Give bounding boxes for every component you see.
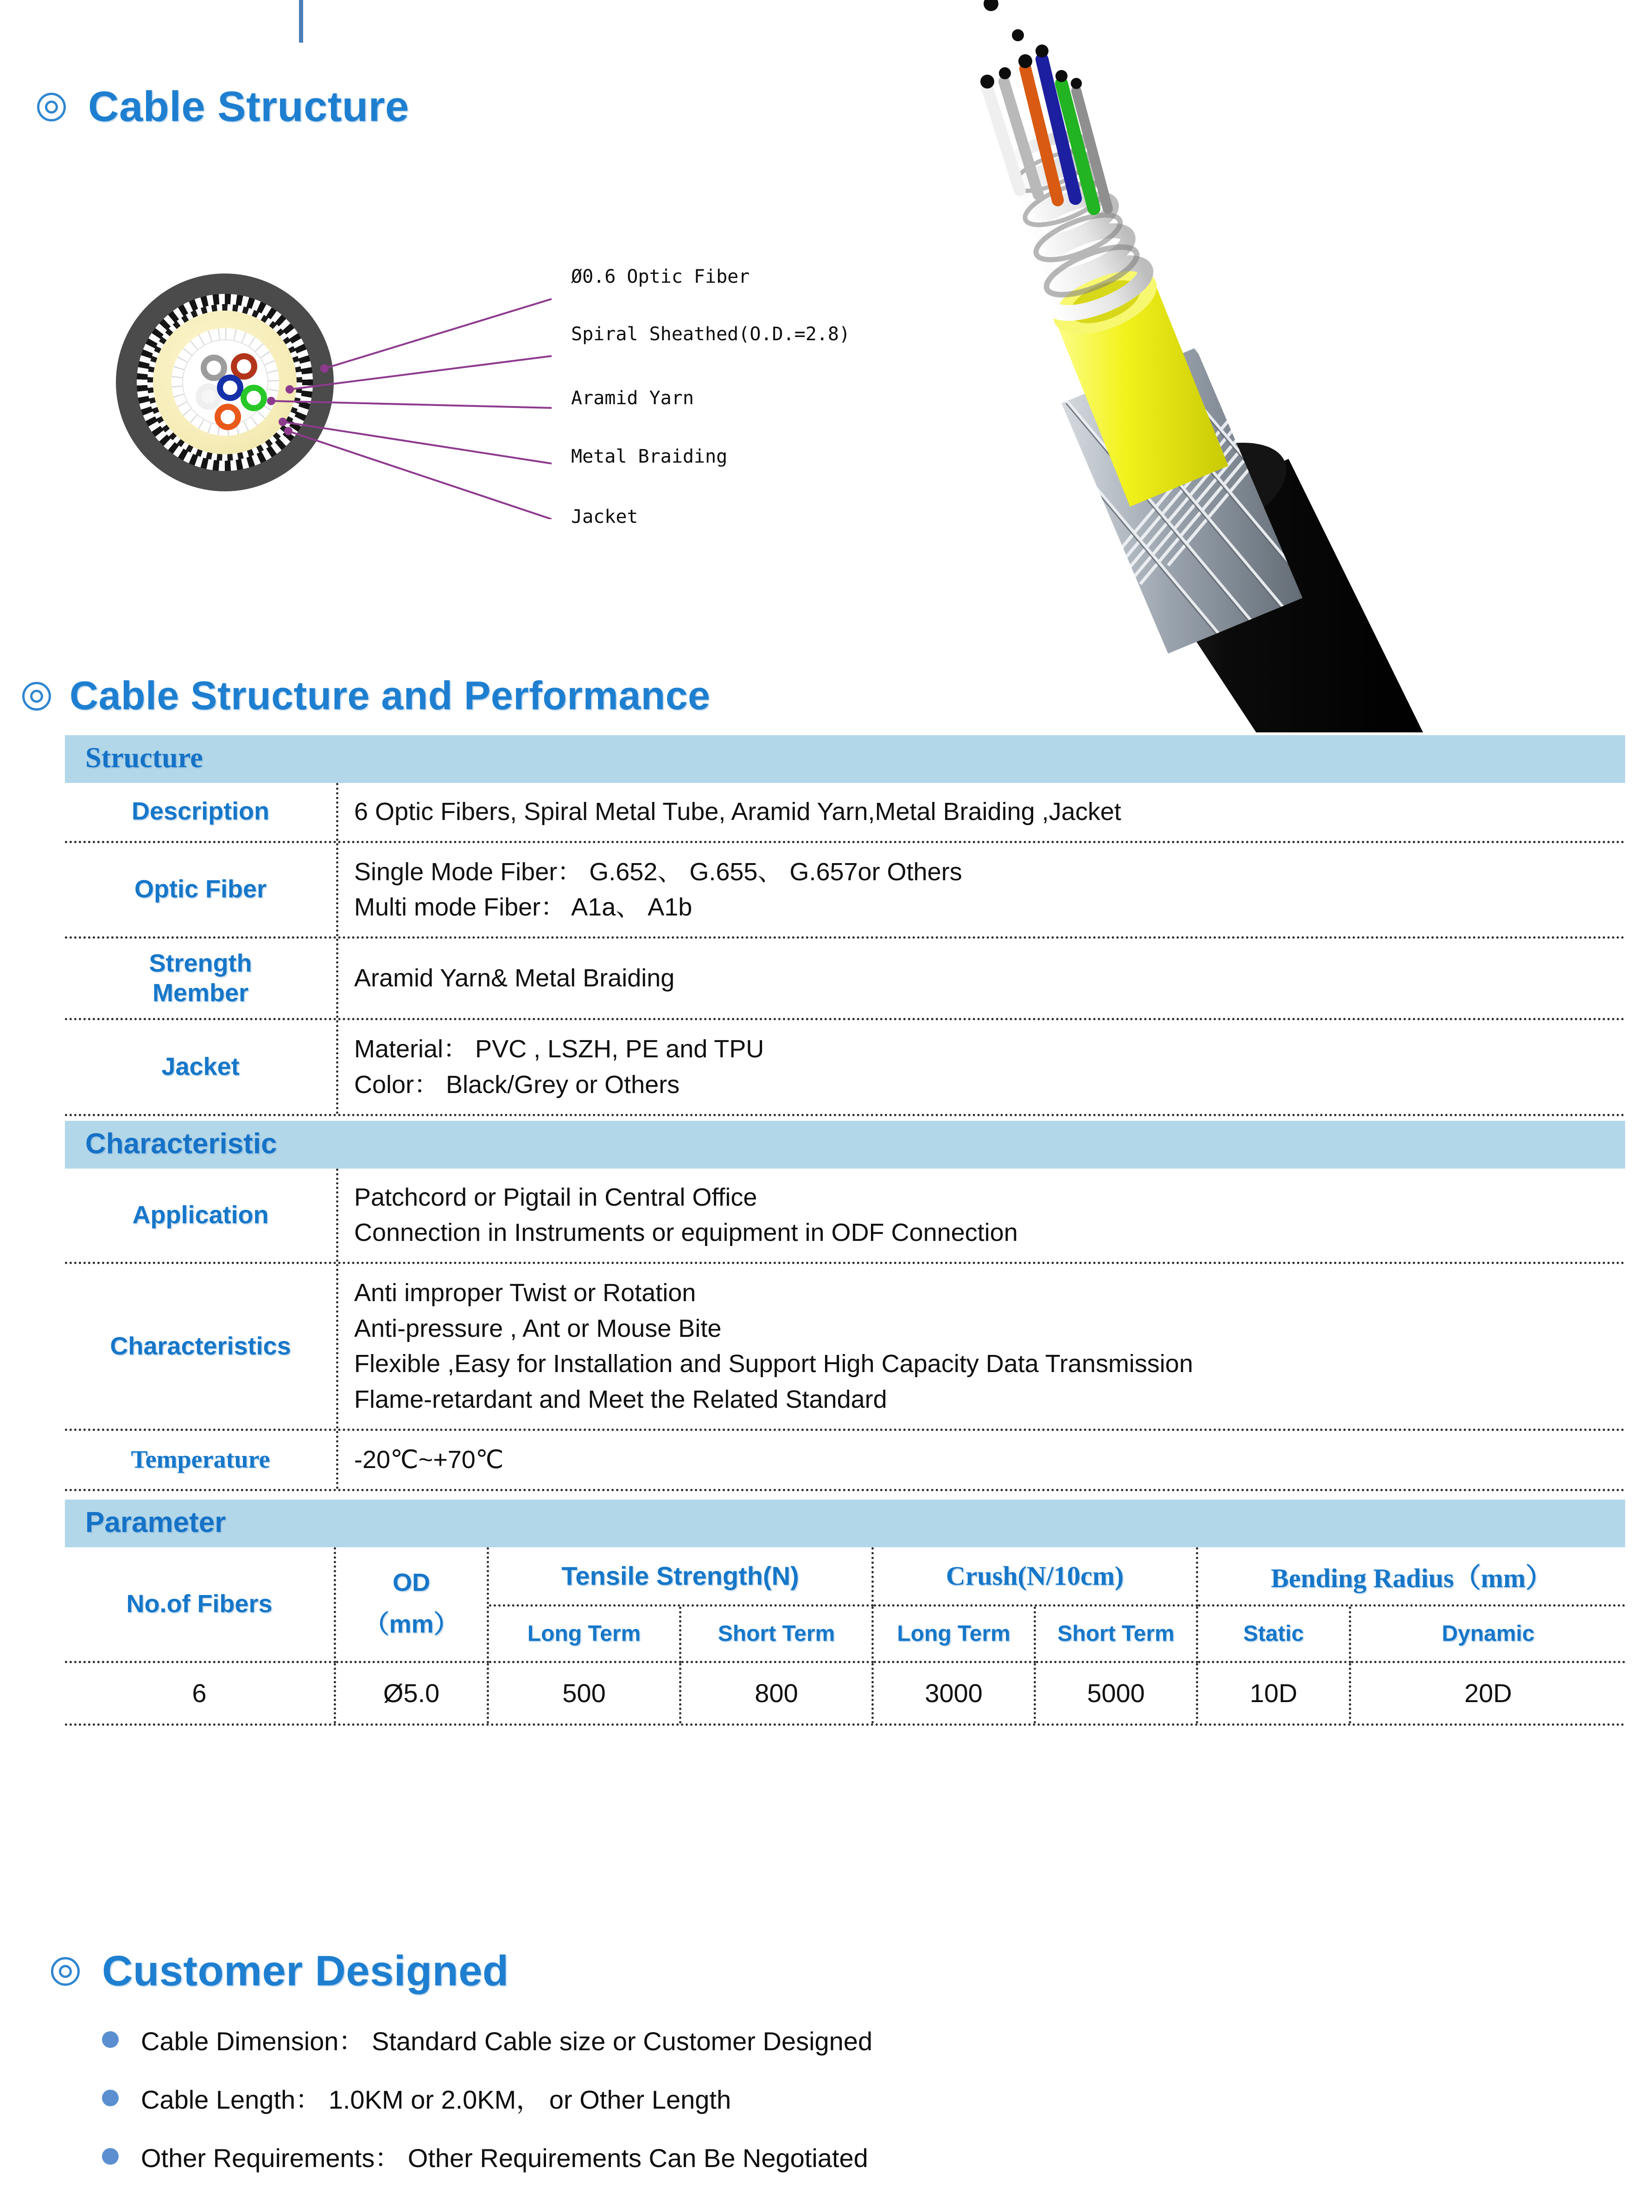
callout-leader-lines <box>0 241 904 519</box>
row-value-optic-fiber <box>338 843 1625 936</box>
section-heading-cable-structure <box>37 83 409 131</box>
section-title-cable-structure-performance: Cable Structure and Performance <box>70 674 711 718</box>
value-line: Single Mode Fiber： G.652、 G.655、 G.657or Others <box>354 858 962 886</box>
table-row <box>65 1020 1625 1116</box>
param-header-od-line1: OD <box>393 1568 430 1596</box>
row-label-characteristics: Characteristics <box>65 1264 338 1429</box>
section-heading-cable-structure-performance <box>22 673 710 719</box>
table-row <box>65 843 1625 939</box>
list-item <box>102 2079 872 2117</box>
bullseye-icon <box>22 682 51 711</box>
param-value-bending-static: 10D <box>1198 1663 1351 1723</box>
list-item <box>102 2021 872 2058</box>
param-value-tensile-long-term: 500 <box>489 1663 681 1723</box>
row-value-temperature <box>338 1431 1625 1489</box>
param-subheader-crush-short-term: Short Term <box>1036 1607 1198 1663</box>
row-value-description <box>338 783 1625 841</box>
row-label-optic-fiber: Optic Fiber <box>65 843 338 936</box>
bullseye-icon <box>37 93 66 121</box>
value-line: Flame-retardant and Meet the Related Standard <box>354 1386 887 1414</box>
row-value-application <box>338 1169 1625 1262</box>
callout-spiral-sheathed: Spiral Sheathed(O.D.=2.8) <box>571 324 851 345</box>
callout-metal-braiding: Metal Braiding <box>571 446 728 467</box>
row-value-strength-member <box>338 939 1625 1018</box>
row-value-jacket <box>338 1020 1625 1113</box>
label-line: Strength <box>149 949 252 978</box>
value-line: -20℃~+70℃ <box>354 1445 504 1474</box>
param-header-tensile-strength: Tensile Strength(N) <box>489 1547 874 1607</box>
value-line: Flexible ,Easy for Installation and Support High Capacity Data Transmission <box>354 1350 1193 1378</box>
bullseye-icon <box>51 1957 80 1986</box>
param-header-od <box>336 1547 489 1663</box>
list-item <box>102 2138 872 2175</box>
band-label-parameter: Parameter <box>85 1506 226 1538</box>
callout-optic-fiber: Ø0.6 Optic Fiber <box>571 266 750 287</box>
bullet-dot-icon <box>102 2148 119 2165</box>
callout-jacket: Jacket <box>571 506 638 528</box>
table-band-structure <box>65 735 1625 783</box>
top-edge-artifact <box>299 0 303 43</box>
param-value-crush-short-term: 5000 <box>1036 1663 1198 1723</box>
band-label-structure: Structure <box>85 742 203 774</box>
parameter-group-header-row <box>65 1547 1625 1663</box>
param-header-od-line2: （mm） <box>364 1610 459 1638</box>
section-title-customer-designed: Customer Designed <box>102 1947 509 1995</box>
bullet-text-cable-dimension: Cable Dimension： Standard Cable size or Customer Designed <box>141 2027 873 2056</box>
param-subheader-bending-dynamic: Dynamic <box>1351 1607 1625 1663</box>
table-band-parameter <box>65 1500 1625 1547</box>
value-line: Color： Black/Grey or Others <box>354 1071 680 1099</box>
row-label-application: Application <box>65 1169 338 1262</box>
value-line: 6 Optic Fibers, Spiral Metal Tube, Aramid Yarn,Metal Braiding ,Jacket <box>354 798 1121 826</box>
table-row <box>65 1264 1625 1431</box>
callout-aramid-yarn: Aramid Yarn <box>571 388 694 409</box>
table-band-characteristic <box>65 1121 1625 1169</box>
value-line: Multi mode Fiber： A1a、 A1b <box>354 893 693 922</box>
row-label-strength-member <box>65 939 338 1018</box>
row-value-characteristics <box>338 1264 1625 1429</box>
value-line: Aramid Yarn& Metal Braiding <box>354 964 675 992</box>
parameter-data-row <box>65 1663 1625 1726</box>
table-row <box>65 1431 1625 1491</box>
bullet-text-cable-length: Cable Length： 1.0KM or 2.0KM， or Other Length <box>141 2085 731 2114</box>
label-line: Member <box>152 979 249 1007</box>
cable-3d-illustration <box>922 0 1525 732</box>
param-header-bending-radius: Bending Radius（mm） <box>1198 1547 1625 1607</box>
row-label-temperature: Temperature <box>65 1431 338 1489</box>
param-subheader-tensile-short-term: Short Term <box>681 1607 874 1663</box>
row-label-description: Description <box>65 783 338 841</box>
param-subheader-tensile-long-term: Long Term <box>489 1607 681 1663</box>
param-value-crush-long-term: 3000 <box>874 1663 1036 1723</box>
specification-table <box>65 735 1625 1726</box>
param-value-bending-dynamic: 20D <box>1464 1678 1512 1708</box>
value-line: Connection in Instruments or equipment in ODF Connection <box>354 1219 1018 1247</box>
value-line: Patchcord or Pigtail in Central Office <box>354 1183 757 1211</box>
param-value-tensile-short-term: 800 <box>681 1663 874 1723</box>
table-row <box>65 1169 1625 1264</box>
param-header-crush: Crush(N/10cm) <box>874 1547 1198 1607</box>
customer-designed-bullet-list <box>102 2021 872 2196</box>
param-value-od: Ø5.0 <box>336 1663 489 1723</box>
param-value-no-of-fibers: 6 <box>65 1663 336 1723</box>
table-row <box>65 939 1625 1020</box>
value-line: Material： PVC , LSZH, PE and TPU <box>354 1035 764 1063</box>
bullet-text-other-requirements: Other Requirements： Other Requirements Can Be Negotiated <box>141 2143 868 2173</box>
section-heading-customer-designed <box>51 1947 509 1996</box>
param-header-no-of-fibers: No.of Fibers <box>65 1547 336 1663</box>
value-line: Anti improper Twist or Rotation <box>354 1279 696 1307</box>
parameter-grid <box>65 1547 1625 1726</box>
value-line: Anti-pressure , Ant or Mouse Bite <box>354 1314 722 1342</box>
section-title-cable-structure: Cable Structure <box>88 83 409 130</box>
param-subheader-bending-static: Static <box>1198 1607 1351 1663</box>
band-label-characteristic: Characteristic <box>85 1127 277 1160</box>
table-row <box>65 783 1625 843</box>
param-subheader-crush-long-term: Long Term <box>874 1607 1036 1663</box>
bullet-dot-icon <box>102 2090 119 2106</box>
row-label-jacket: Jacket <box>65 1020 338 1113</box>
bullet-dot-icon <box>102 2031 119 2048</box>
